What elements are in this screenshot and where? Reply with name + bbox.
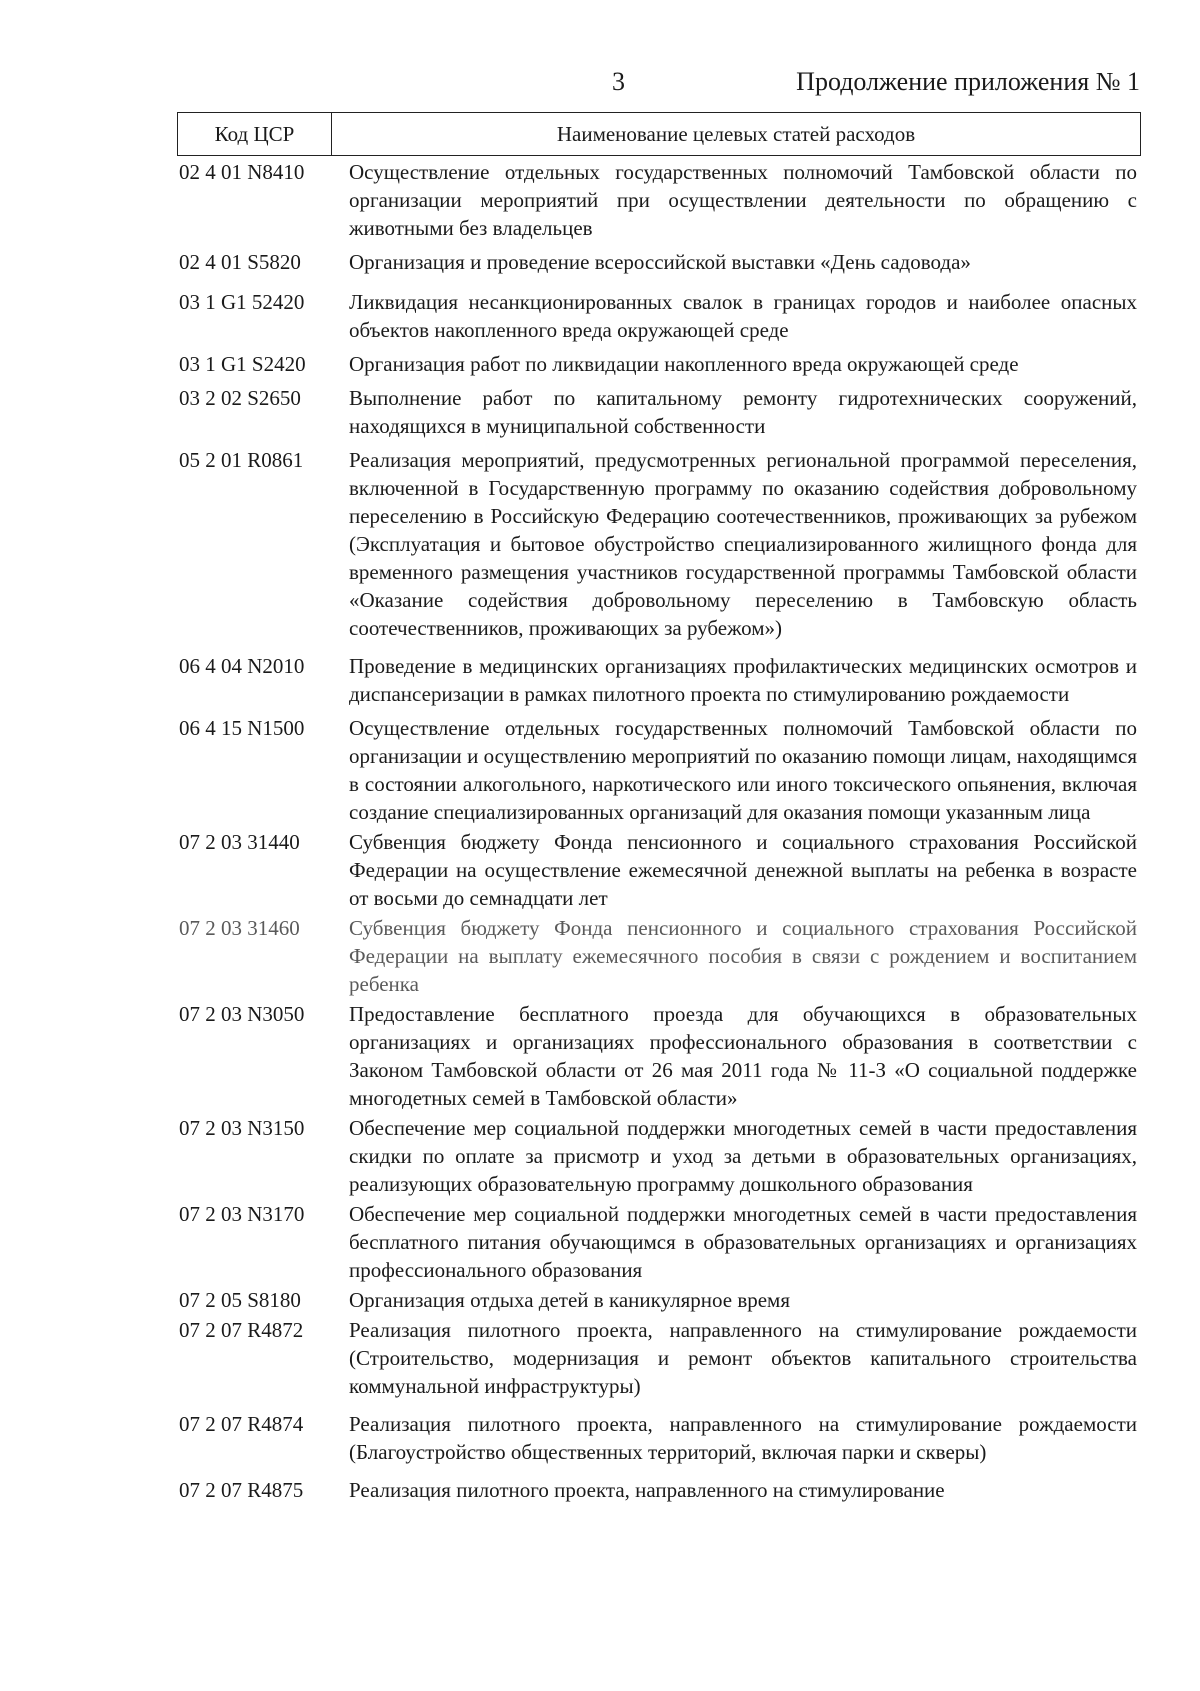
row-code: 07 2 03 N3150 <box>179 1116 305 1140</box>
row-code: 02 4 01 S5820 <box>179 250 301 274</box>
table-row <box>177 1410 1141 1466</box>
row-name: Ликвидация несанкционированных свалок в границах городов и наиболее опасных объектов накопленного вреда окружающей среде <box>349 290 1137 342</box>
row-name: Организация работ по ликвидации накопленного вреда окружающей среде <box>349 352 1019 376</box>
row-name: Организация и проведение всероссийской выставки «День садовода» <box>349 250 971 274</box>
table-row <box>177 1000 1141 1112</box>
row-code: 07 2 03 31460 <box>179 916 300 940</box>
row-name: Реализация пилотного проекта, направленного на стимулирование <box>349 1478 945 1502</box>
table-row <box>177 288 1141 344</box>
table-row <box>177 248 1141 276</box>
page-header <box>0 66 1200 106</box>
expense-items-list <box>177 158 1141 1504</box>
row-code: 07 2 03 31440 <box>179 830 300 854</box>
row-code: 07 2 07 R4874 <box>179 1412 304 1436</box>
table-row <box>177 828 1141 912</box>
row-code: 03 2 02 S2650 <box>179 386 301 410</box>
row-code: 07 2 03 N3050 <box>179 1002 305 1026</box>
row-name: Реализация мероприятий, предусмотренных региональной программой переселения, включенной в Государственную программу по оказанию содействия добровольному переселению в Российскую Федерацию соотечественников, проживающих за рубежом (Эксплуатация и бытовое обустройство специализированного жилищного фонда для временного размещения участников государственной программы Тамбовской области «Оказание содействия добровольному переселению в Тамбовскую область соотечественников, проживающих за рубежом») <box>349 448 1137 640</box>
table-row <box>177 1114 1141 1198</box>
row-code: 05 2 01 R0861 <box>179 448 304 472</box>
row-name: Субвенция бюджету Фонда пенсионного и социального страхования Российской Федерации на выплату ежемесячного пособия в связи с рождением и воспитанием ребенка <box>349 916 1137 996</box>
row-code: 07 2 05 S8180 <box>179 1288 301 1312</box>
row-name: Осуществление отдельных государственных полномочий Тамбовской области по организации мероприятий при осуществлении деятельности по обращению с животными без владельцев <box>349 160 1137 240</box>
table-row <box>177 446 1141 642</box>
row-code: 07 2 03 N3170 <box>179 1202 305 1226</box>
page-number: 3 <box>612 67 625 96</box>
table-row <box>177 914 1141 998</box>
table-row <box>177 652 1141 708</box>
appendix-continuation-title: Продолжение приложения № 1 <box>796 67 1140 96</box>
row-name: Реализация пилотного проекта, направленного на стимулирование рождаемости (Благоустройство общественных территорий, включая парки и скверы) <box>349 1412 1137 1464</box>
row-code: 03 1 G1 52420 <box>179 290 305 314</box>
row-code: 07 2 07 R4872 <box>179 1318 304 1342</box>
table-row <box>177 158 1141 242</box>
table-row <box>177 350 1141 378</box>
table-row <box>177 1286 1141 1314</box>
table-row <box>177 384 1141 440</box>
row-name: Реализация пилотного проекта, направленного на стимулирование рождаемости (Строительство, модернизация и ремонт объектов капитального строительства коммунальной инфраструктуры) <box>349 1318 1137 1398</box>
table-row <box>177 714 1141 826</box>
row-name: Обеспечение мер социальной поддержки многодетных семей в части предоставления бесплатного питания обучающимся в образовательных организациях и организациях профессионального образования <box>349 1202 1137 1282</box>
row-code: 02 4 01 N8410 <box>179 160 305 184</box>
table-header <box>177 112 1141 156</box>
column-header-code: Код ЦСР <box>178 113 332 155</box>
row-name: Обеспечение мер социальной поддержки многодетных семей в части предоставления скидки по оплате за присмотр и уход за детьми в образовательных организациях, реализующих образовательную программу дошкольного образования <box>349 1116 1137 1196</box>
row-name: Предоставление бесплатного проезда для обучающихся в образовательных организациях и организациях профессионального образования в соответствии с Законом Тамбовской области от 26 мая 2011 года № 11-З «О социальной поддержке многодетных семей в Тамбовской области» <box>349 1002 1137 1110</box>
row-code: 06 4 15 N1500 <box>179 716 305 740</box>
row-code: 06 4 04 N2010 <box>179 654 305 678</box>
table-row <box>177 1200 1141 1284</box>
row-code: 07 2 07 R4875 <box>179 1478 304 1502</box>
table-row <box>177 1476 1141 1504</box>
row-name: Выполнение работ по капитальному ремонту гидротехнических сооружений, находящихся в муниципальной собственности <box>349 386 1137 438</box>
row-name: Осуществление отдельных государственных полномочий Тамбовской области по организации и осуществлению мероприятий по оказанию помощи лицам, находящимся в состоянии алкогольного, наркотического или иного токсического опьянения, включая создание специализированных организаций для оказания помощи указанным лица <box>349 716 1137 824</box>
row-code: 03 1 G1 S2420 <box>179 352 306 376</box>
row-name: Субвенция бюджету Фонда пенсионного и социального страхования Российской Федерации на осуществление ежемесячной денежной выплаты на ребенка в возрасте от восьми до семнадцати лет <box>349 830 1137 910</box>
column-header-name: Наименование целевых статей расходов <box>556 122 916 146</box>
row-name: Проведение в медицинских организациях профилактических медицинских осмотров и диспансеризации в рамках пилотного проекта по стимулированию рождаемости <box>349 654 1137 706</box>
row-name: Организация отдыха детей в каникулярное время <box>349 1288 790 1312</box>
table-row <box>177 1316 1141 1400</box>
